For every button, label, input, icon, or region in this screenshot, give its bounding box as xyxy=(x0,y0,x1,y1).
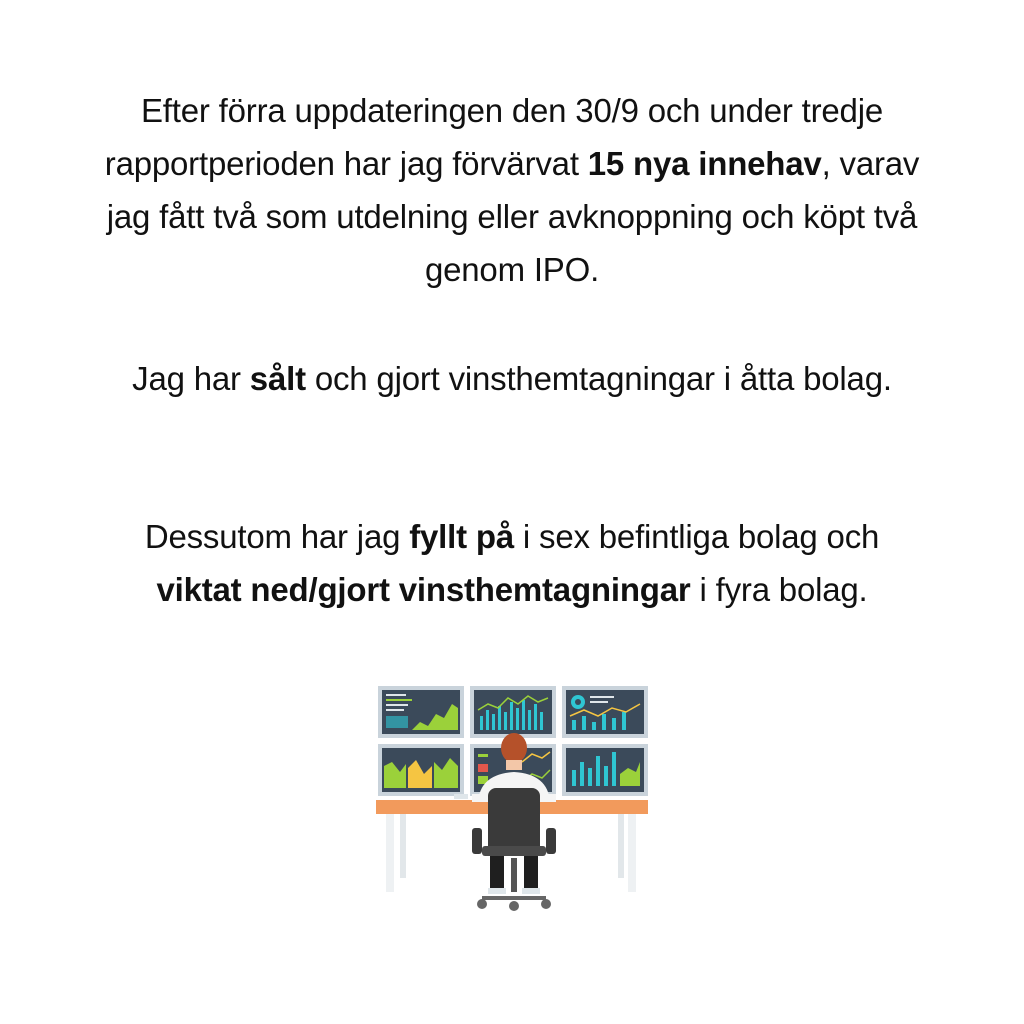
body-text: i sex befintliga bolag och xyxy=(513,518,880,555)
paragraph-new-holdings xyxy=(100,84,924,296)
paragraph-sold xyxy=(100,352,924,405)
emphasized-text: sålt xyxy=(249,360,306,397)
body-text: och gjort vinsthemtagningar i åtta bolag. xyxy=(305,360,892,397)
trader-at-monitor-wall-icon xyxy=(372,682,656,928)
emphasized-text: 15 nya innehav xyxy=(587,145,822,182)
body-text: Jag har xyxy=(132,360,250,397)
monitor-bottom-right xyxy=(562,744,648,796)
emphasized-text: viktat ned/gjort vinsthemtagningar xyxy=(156,571,691,608)
body-text: , varav jag fått två som utdelning eller avknoppning och köpt två genom IPO. xyxy=(106,145,920,288)
emphasized-text: fyllt på xyxy=(409,518,514,555)
body-text: i fyra bolag. xyxy=(690,571,868,608)
paragraph-filled-up xyxy=(100,510,924,616)
body-text: Dessutom har jag xyxy=(144,518,410,555)
monitor-top-right xyxy=(562,686,648,738)
monitor-bottom-left xyxy=(378,744,464,796)
monitor-top-center xyxy=(470,686,556,738)
monitor-top-left xyxy=(378,686,464,738)
body-text: Efter förra uppdateringen den 30/9 och under tredje rapportperioden har jag förvärvat xyxy=(104,92,883,182)
